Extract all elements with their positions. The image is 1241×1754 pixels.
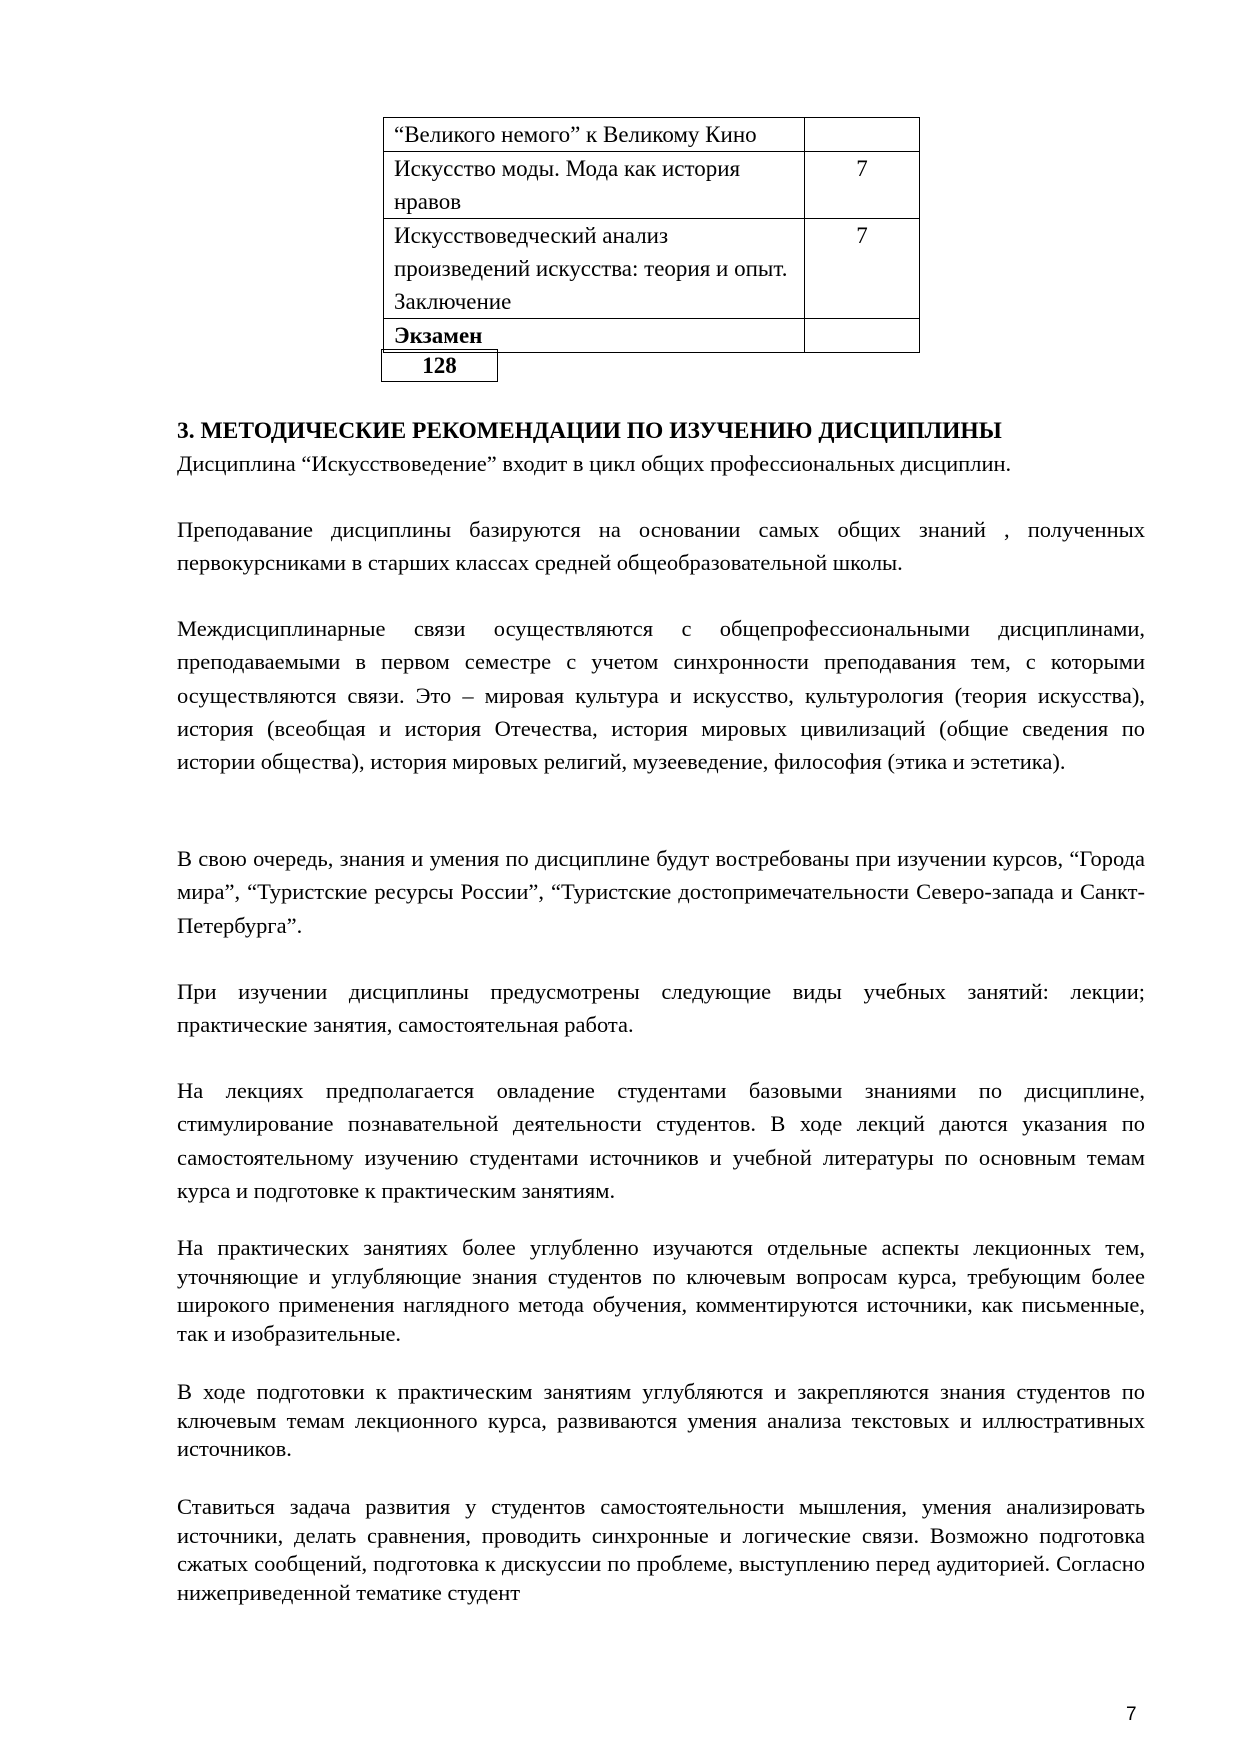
topic-cell: “Великого немого” к Великому Кино <box>384 118 805 152</box>
table-row <box>384 118 920 152</box>
total-hours: 128 <box>381 349 498 382</box>
topic-cell: Искусствоведческий анализ произведений искусства: теория и опыт. Заключение <box>384 219 805 319</box>
exam-cell: Экзамен <box>384 319 805 353</box>
paragraph-follow-up-courses: В свою очередь, знания и умения по дисциплине будут востребованы при изучении курсов, “Города мира”, “Туристские ресурсы России”, “Туристские достопримечательности Северо-запада и Санкт-Петербурга”. <box>177 846 1145 938</box>
topic-cell: Искусство моды. Мода как история нравов <box>384 152 805 219</box>
hours-cell <box>805 319 920 353</box>
table-row <box>384 152 920 219</box>
table-row <box>384 319 920 353</box>
hours-cell: 7 <box>805 152 920 219</box>
paragraph-basis: Преподавание дисциплины базируются на основании самых общих знаний , полученных первокурсниками в старших классах средней общеобразовательной школы. <box>177 517 1145 576</box>
paragraph-practical: На практических занятиях более углубленно изучаются отдельные аспекты лекционных тем, уточняющие и углубляющие знания студентов по ключевым вопросам курса, требующим более широкого применения наглядного метода обучения, комментируются источники, как письменные, так и изобразительные. <box>177 1235 1145 1346</box>
section-heading: 3. МЕТОДИЧЕСКИЕ РЕКОМЕНДАЦИИ ПО ИЗУЧЕНИЮ ДИСЦИПЛИНЫ <box>177 418 1002 444</box>
paragraph-interdisciplinary: Междисциплинарные связи осуществляются с общепрофессиональными дисциплинами, преподаваемыми в первом семестре с учетом синхронности преподавания тем, с которыми осуществляются связи. Это – мировая культура и искусство, культурология (теория искусства), история (всеобщая и история Отечества, история мировых цивилизаций (общие сведения по истории общества), история мировых религий, музееведение, философия (этика и эстетика). <box>177 616 1145 775</box>
paragraph-tasks: Ставиться задача развития у студентов самостоятельности мышления, умения анализировать источники, делать сравнения, проводить синхронные и логические связи. Возможно подготовка сжатых сообщений, подготовка к дискуссии по проблеме, выступлению перед аудиторией. Согласно нижеприведенной тематике студент <box>177 1494 1145 1605</box>
hours-cell <box>805 118 920 152</box>
page-number: 7 <box>1126 1704 1137 1725</box>
course-hours-table <box>383 117 920 353</box>
table-row <box>384 219 920 319</box>
paragraph-intro: Дисциплина “Искусствоведение” входит в цикл общих профессиональных дисциплин. <box>177 451 1012 476</box>
hours-cell: 7 <box>805 219 920 319</box>
paragraph-preparation: В ходе подготовки к практическим занятиям углубляются и закрепляются знания студентов по ключевым темам лекционного курса, развиваются умения анализа текстовых и иллюстративных источников. <box>177 1379 1145 1461</box>
paragraph-lectures: На лекциях предполагается овладение студентами базовыми знаниями по дисциплине, стимулирование познавательной деятельности студентов. В ходе лекций даются указания по самостоятельному изучению студентами источников и учебной литературы по основным темам курса и подготовке к практическим занятиям. <box>177 1078 1145 1203</box>
paragraph-class-types: При изучении дисциплины предусмотрены следующие виды учебных занятий: лекции; практические занятия, самостоятельная работа. <box>177 979 1145 1038</box>
